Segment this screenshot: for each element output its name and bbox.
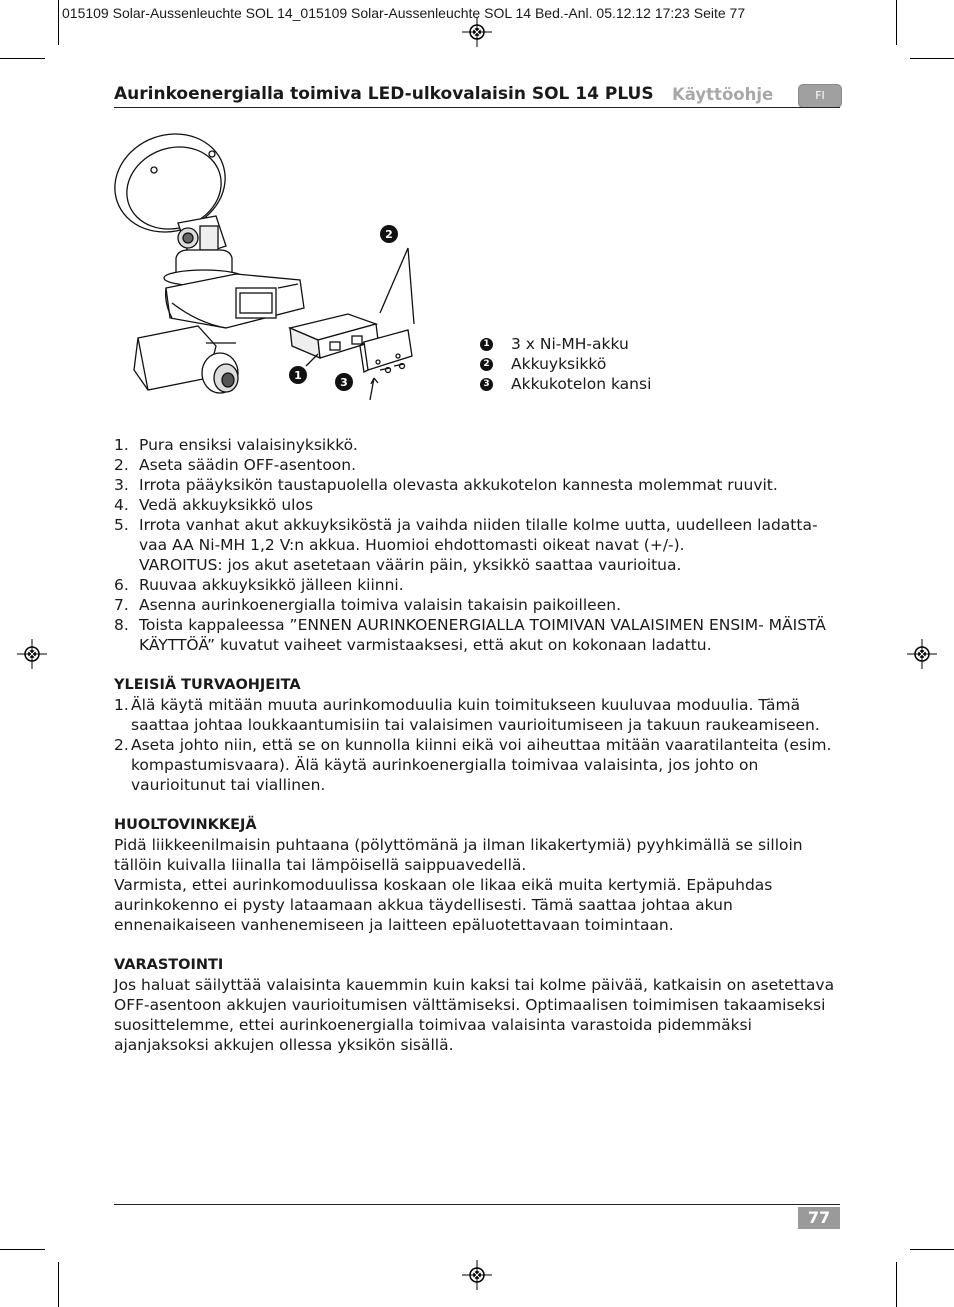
crop-mark-bottom-right-h	[910, 1249, 954, 1250]
list-item	[114, 575, 844, 595]
print-info-line: 015109 Solar-Aussenleuchte SOL 14_015109 Solar-Aussenleuchte SOL 14 Bed.-Anl. 05.12.12 17:23 Seite 77	[62, 5, 746, 21]
registration-mark-right-icon	[907, 639, 937, 669]
step-text: Pura ensiksi valaisinyksikkö.	[139, 436, 358, 454]
footer-rule	[114, 1204, 840, 1205]
safety-heading: YLEISIÄ TURVAOHJEITA	[114, 677, 301, 693]
crop-mark-top-left-h	[0, 58, 45, 59]
step-text: Ruuvaa akkuyksikkö jälleen kiinni.	[139, 576, 404, 594]
step-number: 4.	[114, 496, 129, 514]
page-subtitle: Käyttöohje	[672, 85, 774, 104]
step-number: 8.	[114, 616, 129, 634]
page-number: 77	[798, 1207, 840, 1229]
crop-mark-top-left-v	[58, 0, 59, 45]
callout-1-label: 1	[294, 369, 302, 382]
safety-number: 1.	[114, 696, 129, 714]
step-text: Irrota pääyksikön taustapuolella olevasta akkukotelon kannesta molemmat ruuvit.	[139, 476, 778, 494]
maintenance-paragraph: Pidä liikkeenilmaisin puhtaana (pölyttömänä ja ilman likakertymiä) pyyhkimällä se silloin tällöin kuivalla liinalla tai lämpöisellä saippuavedellä.	[114, 836, 803, 874]
safety-list	[114, 695, 844, 795]
step-number: 3.	[114, 476, 129, 494]
legend-number-badge: 2	[480, 358, 493, 371]
crop-mark-bottom-left-h	[0, 1249, 45, 1250]
list-item	[114, 475, 844, 495]
battery-replacement-illustration	[108, 128, 448, 418]
battery-steps-list	[114, 435, 844, 655]
main-content	[114, 435, 844, 1055]
callout-3-label: 3	[340, 376, 348, 389]
list-item	[114, 695, 844, 735]
crop-mark-top-right-h	[910, 58, 954, 59]
step-text: Toista kappaleessa ”ENNEN AURINKOENERGIALLA TOIMIVAN VALAISIMEN ENSIM- MÄISTÄ KÄYTTÖÄ” kuvatut vaiheet varmistaaksesi, että akut on kokonaan ladattu.	[139, 616, 826, 654]
step-number: 1.	[114, 436, 129, 454]
step-text: Vedä akkuyksikkö ulos	[139, 496, 314, 514]
maintenance-paragraph: Varmista, ettei aurinkomoduulissa koskaan ole likaa eikä muita kertymiä. Epäpuhdas aurinkokenno ei pysty lataamaan akkua täydellisesti. Tämä saattaa johtaa akun ennenaikaiseen vanhenemiseen ja laitteen epäluotettavaan toimintaan.	[114, 876, 773, 934]
legend-item	[480, 354, 651, 374]
step-text: Irrota vanhat akut akkuyksiköstä ja vaihda niiden tilalle kolme uutta, uudelleen ladatta- vaa AA Ni-MH 1,2 V:n akkua. Huomioi ehdottomasti oikeat navat (+/-).	[139, 516, 818, 554]
legend-text: Akkukotelon kansi	[511, 375, 652, 393]
page-title: Aurinkoenergialla toimiva LED-ulkovalaisin SOL 14 PLUS	[114, 84, 654, 104]
safety-text: Älä käytä mitään muuta aurinkomoduulia kuin toimitukseen kuuluvaa moduulia. Tämä saattaa johtaa loukkaantumisiin tai valaisimen vaurioitumiseen ja takuun raukeamiseen.	[131, 696, 820, 734]
list-item	[114, 495, 844, 515]
storage-heading: VARASTOINTI	[114, 957, 224, 973]
registration-mark-left-icon	[17, 639, 47, 669]
legend-text: 3 x Ni-MH-akku	[511, 335, 629, 353]
legend-item	[480, 334, 651, 354]
legend-number-badge: 1	[480, 338, 493, 351]
list-item	[114, 735, 844, 795]
crop-mark-top-right-v	[896, 0, 897, 45]
maintenance-heading: HUOLTOVINKKEJÄ	[114, 817, 257, 833]
crop-mark-bottom-left-v	[58, 1262, 59, 1307]
registration-mark-top-icon	[462, 17, 492, 47]
legend-item	[480, 374, 651, 394]
list-item	[114, 515, 844, 555]
callout-2-label: 2	[385, 228, 393, 241]
safety-text: Aseta johto niin, että se on kunnolla kiinni eikä voi aiheuttaa mitään vaaratilanteita (esim. kompastumisvaara). Älä käytä aurinkoenergialla toimivaa valaisinta, jos johto on vaurioitunut tai viallinen.	[131, 736, 832, 794]
list-item	[114, 455, 844, 475]
step-number: 2.	[114, 456, 129, 474]
legend-number-badge: 3	[480, 378, 493, 391]
safety-number: 2.	[114, 736, 129, 754]
step-text: Aseta säädin OFF-asentoon.	[139, 456, 357, 474]
header-rule	[114, 107, 840, 108]
storage-paragraph: Jos haluat säilyttää valaisinta kauemmin kuin kaksi tai kolme päivää, katkaisin on asetettava OFF-asentoon akkujen vaurioitumisen välttämiseksi. Optimaalisen toimimisen takaamiseksi suosittelemme, ettei aurinkoenergialla toimivaa valaisinta varastoida pidemmäksi ajanjaksoksi akkujen ollessa yksikön sisällä.	[114, 976, 835, 1054]
registration-mark-bottom-icon	[462, 1260, 492, 1290]
language-badge: FI	[798, 84, 842, 108]
warning-text: VAROITUS: jos akut asetetaan väärin päin, yksikkö saattaa vaurioitua.	[139, 556, 682, 574]
step-number: 7.	[114, 596, 129, 614]
step-number: 5.	[114, 516, 129, 534]
legend-text: Akkuyksikkö	[511, 355, 607, 373]
list-item	[114, 615, 844, 655]
step-number: 6.	[114, 576, 129, 594]
crop-mark-bottom-right-v	[896, 1262, 897, 1307]
step-text: Asenna aurinkoenergialla toimiva valaisin takaisin paikoilleen.	[139, 596, 621, 614]
list-item	[114, 595, 844, 615]
figure-legend	[480, 334, 651, 394]
list-item	[114, 435, 844, 455]
